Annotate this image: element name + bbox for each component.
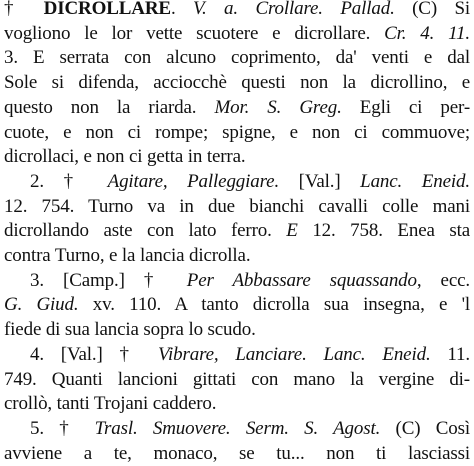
citation-text: Agitare, Palleggiare. <box>107 170 280 192</box>
body-text: fiede di sua lancia sopra lo scudo. <box>4 319 256 341</box>
text-line <box>4 219 470 244</box>
body-text: 12. 754. Turno va in due bianchi cavalli colle mani <box>4 195 470 217</box>
text-line <box>4 145 246 170</box>
citation-text: G. Giud. <box>4 294 79 316</box>
citation-text: Trasl. Smuovere. Serm. S. Agost. <box>94 417 381 439</box>
text-line <box>4 96 470 121</box>
text-line <box>4 71 470 96</box>
body-text: , ecc. <box>416 269 470 291</box>
text-line <box>4 121 470 146</box>
citation-text: E <box>286 220 298 242</box>
citation-text: Vibrare, Lanciare. Lanc. Eneid. <box>157 343 431 365</box>
body-text: . <box>170 0 193 19</box>
text-line <box>30 417 470 442</box>
body-text: † <box>4 0 44 19</box>
text-line <box>4 392 216 417</box>
text-line <box>30 343 470 368</box>
body-text: [Val.] <box>279 170 361 192</box>
citation-text: Mor. S. Greg. <box>214 96 342 118</box>
body-text: 5. † <box>30 417 95 439</box>
text-line <box>4 442 470 466</box>
body-text: xv. 110. A tanto dicrolla sua insegna, e 'l <box>78 294 470 316</box>
citation-text: Cr. 4. 11. <box>384 22 470 44</box>
body-text: (C) Così <box>380 417 470 439</box>
text-line <box>4 22 470 47</box>
body-text: 3. [Camp.] † <box>30 269 187 291</box>
body-text: dicrollando aste con lato ferro. <box>4 220 287 242</box>
body-text: vogliono le lor vette scuotere e dicrollare. <box>4 22 385 44</box>
body-text: avviene a te, monaco, se tu... non ti lasciassi <box>4 442 470 464</box>
body-text: cuote, e non ci rompe; spigne, e non ci commuove; <box>4 121 470 143</box>
citation-text: Lanc. Eneid. <box>360 170 470 192</box>
citation-text: Per Abbassare squassando <box>186 269 417 291</box>
headword: DICROLLARE <box>43 0 171 19</box>
text-line <box>30 170 470 195</box>
text-line <box>4 0 470 22</box>
text-line <box>4 46 470 71</box>
body-text: 3. E serrata con alcuno coprimento, da' venti e dal <box>4 47 470 69</box>
body-text: questo non la riarda. <box>4 96 215 118</box>
text-line <box>4 318 256 343</box>
body-text: 12. 758. Enea sta <box>297 220 470 242</box>
body-text: 2. † <box>30 170 108 192</box>
body-text: dicrollaci, e non ci getta in terra. <box>4 146 246 168</box>
body-text: 4. [Val.] † <box>30 343 158 365</box>
text-line <box>4 368 470 393</box>
body-text: Sole si difenda, acciocchè questi non la dicrollino, e <box>4 72 470 94</box>
body-text: 11. <box>430 343 470 365</box>
body-text: (C) Si <box>394 0 470 19</box>
body-text: contra Turno, e la lancia dicrolla. <box>4 245 251 266</box>
text-line <box>4 244 250 269</box>
text-line <box>30 269 470 294</box>
text-line <box>4 195 470 220</box>
body-text: crollò, tanti Trojani caddero. <box>4 393 217 415</box>
text-line <box>4 293 470 318</box>
body-text: 749. Quanti lancioni gittati con mano la vergine di- <box>4 368 470 390</box>
citation-text: V. a. Crollare. Pallad. <box>193 0 395 19</box>
body-text: Egli ci per- <box>341 96 470 118</box>
